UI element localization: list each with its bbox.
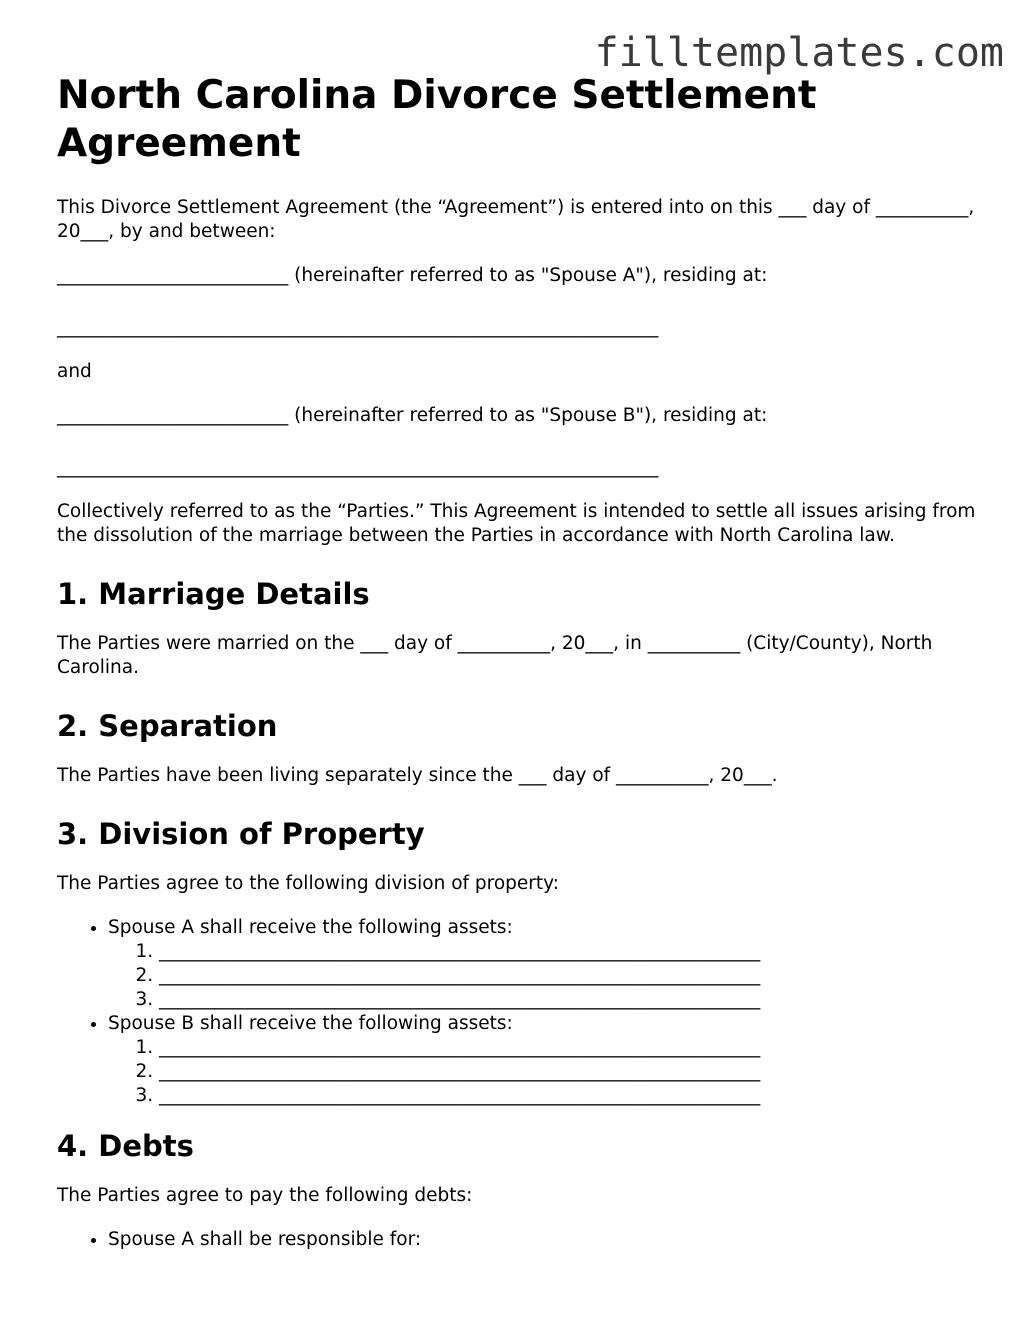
list-item: 3. _________________________________________________________________ [159,988,987,1012]
section-heading-marriage: 1. Marriage Details [57,577,370,611]
intro-paragraph: This Divorce Settlement Agreement (the “Agreement”) is entered into on this ___ day of __________, 20___, by and between: [57,197,975,242]
spouse-b-assets-label: Spouse B shall receive the following assets: [108,1013,513,1034]
spouse-b-assets-list [108,1036,987,1108]
property-intro-text: The Parties agree to the following division of property: [57,873,559,894]
list-item: 1. _________________________________________________________________ [159,940,987,964]
spouse-a-assets-list [108,940,987,1012]
and-text: and [57,361,92,382]
list-item [108,1228,987,1252]
page-title: North Carolina Divorce Settlement Agreement [57,73,817,166]
section-heading-separation: 2. Separation [57,709,278,743]
separation-text: The Parties have been living separately since the ___ day of __________, 20___. [57,765,778,786]
list-item: 2. _________________________________________________________________ [159,1060,987,1084]
debts-intro-text: The Parties agree to pay the following debts: [57,1185,473,1206]
marriage-details-text: The Parties were married on the ___ day of __________, 20___, in __________ (City/County), North Carolina. [57,633,933,678]
spouse-a-debts-label: Spouse A shall be responsible for: [108,1229,422,1250]
list-item: 2. _________________________________________________________________ [159,964,987,988]
spouse-b-line: _________________________ (hereinafter referred to as "Spouse B"), residing at: [57,405,768,426]
list-item: 1. _________________________________________________________________ [159,1036,987,1060]
section-heading-property: 3. Division of Property [57,817,425,851]
spouse-b-address-line: _________________________________________________________________ [57,457,659,478]
watermark-logo: filltemplates.com [594,30,1004,76]
list-item: 3. _________________________________________________________________ [159,1084,987,1108]
collective-paragraph: Collectively referred to as the “Parties.” This Agreement is intended to settle all issues arising from the dissolution of the marriage between the Parties in accordance with North Carolina law. [57,501,976,546]
section-heading-debts: 4. Debts [57,1129,194,1163]
spouse-a-address-line: _________________________________________________________________ [57,317,659,338]
property-list [57,916,987,1108]
spouse-a-line: _________________________ (hereinafter referred to as "Spouse A"), residing at: [57,265,768,286]
spouse-a-assets-label: Spouse A shall receive the following assets: [108,917,513,938]
list-item [108,916,987,1012]
list-item [108,1012,987,1108]
debts-list [57,1228,987,1252]
document-body [57,72,987,1272]
